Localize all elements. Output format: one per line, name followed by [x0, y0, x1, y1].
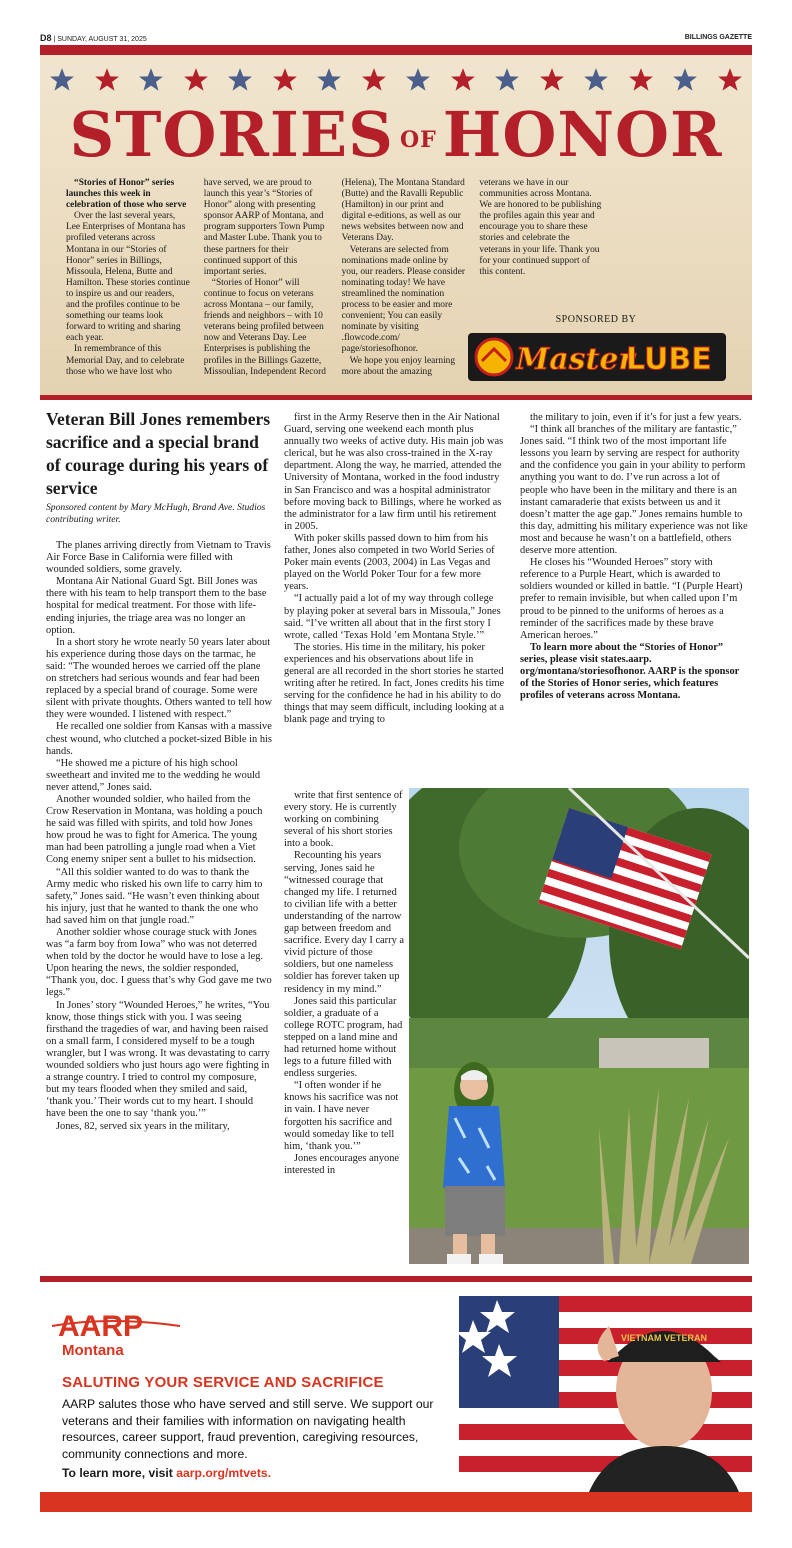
- article-paragraph: write that first sentence of every story. He is currently working on combining several of his short stories into a book.: [284, 790, 403, 850]
- article-column-2-bottom: [284, 790, 406, 1256]
- logo-master: Master: [516, 342, 635, 377]
- article-headline: Veteran Bill Jones remembers sacrifice and a special brand of courage during his years of service: [46, 409, 271, 498]
- star-row: [40, 64, 752, 96]
- aarp-logo: [50, 1308, 210, 1358]
- ad-cta-link[interactable]: aarp.org/mtvets.: [176, 1466, 272, 1480]
- star-icon: [49, 67, 75, 93]
- page-number: D8: [40, 33, 52, 43]
- banner-bottom-rule: [40, 395, 752, 400]
- star-icon: [227, 67, 253, 93]
- article-paragraph: Jones, 82, served six years in the military,: [56, 1120, 230, 1132]
- sponsor-label: SPONSORED BY: [555, 314, 637, 325]
- title-honor: HONOR: [442, 98, 723, 171]
- article-paragraph: Another soldier whose courage stuck with Jones was “a farm boy from Iowa” who was not deterred when told by the doctor he would have to lose a leg. Upon hearing the news, the soldier responded, “Thank you, doc. I guess that’s why God gave me two legs.”: [46, 927, 272, 999]
- veteran-photo: [409, 788, 749, 1264]
- article-paragraph: Another wounded soldier, who hailed from the Crow Reservation in Montana, was holding a pouch he said was filled with spirits, and told how Jones how proud he was to fight for America. The young man had been patrolling a jungle road when a Viet Cong enemy sniper sent a bullet to his midsection.: [46, 793, 263, 866]
- intro-paragraph: Veterans are selected from nominations made online by you, our readers. Please consider nominating today! We have streamlined the nomination process to be easier and more convenient; You can easily nominate by visiting .flowcode.com/ page/storiesofhonor.: [341, 244, 465, 355]
- ad-top-rule: [40, 1276, 752, 1282]
- article-byline: Sponsored content by Mary McHugh, Brand Ave. Studios contributing writer.: [46, 502, 266, 525]
- aarp-wordmark: AARP: [58, 1310, 144, 1343]
- top-rule: [40, 45, 752, 55]
- star-icon: [94, 67, 120, 93]
- intro-paragraph: “Stories of Honor” will continue to focus on veterans across Montana – our family, friends and neighbors – with 10 veterans being profiled between now and Veterans Day. Lee Enterprises is publishing the profiles in the Billings Gazette, Missoulian, Independent Record (Helena), The Montana Standard (Butte) and the Ravalli Republic (Hamilton) in our print and digital e-editions, as well as our news websites between now and Veterans Day.: [203, 178, 465, 377]
- article-paragraph: Jones said this particular soldier, a graduate of a college ROTC program, had stepped on a land mine and had returned home without legs to a future filled with endless surgeries.: [284, 995, 403, 1080]
- article-cta: To learn more about the “Stories of Honor” series, please visit states.aarp. org/montana/storiesofhonor. AARP is the sponsor of the Stories of Honor series, which features profiles of veterans across Montana.: [520, 641, 740, 702]
- aarp-state: Montana: [62, 1342, 124, 1358]
- intro-paragraph: Over the last several years, Lee Enterprises of Montana has profiled veterans across Montana in our “Stories of Honor” series in Billings, Missoula, Helena, Butte and Hamilton. These stories continue to inspire us and our readers, and the profiles continue to be something our teams look forward to writing and sharing each year.: [66, 211, 190, 344]
- star-icon: [272, 67, 298, 93]
- ad-bottom-bar: [40, 1492, 752, 1512]
- intro-paragraph: In remembrance of this Memorial Day, and to celebrate those who we have lost who have served, we are proud to launch this year’s “Stories of Honor” along with presenting sponsor AARP of Montana, and program supporters Town Pump and Master Lube. Thank you to these partners for their continued support of this important series.: [66, 178, 325, 377]
- star-icon: [628, 67, 654, 93]
- article-paragraph: The planes arriving directly from Vietnam to Travis Air Force Base in California were filled with wounded soldiers, some gravely.: [46, 540, 271, 576]
- paper-name: BILLINGS GAZETTE: [684, 34, 752, 41]
- article-paragraph: “He showed me a picture of his high school sweetheart and invited me to the wedding he would never attend,” Jones said.: [46, 757, 261, 793]
- ad-cta-text: To learn more, visit: [62, 1466, 177, 1480]
- article-paragraph: In a short story he wrote nearly 50 years later about his experience during those days on the tarmac, he said: “The wounded heroes we carried off the plane on stretchers had serious wounds and fear had been replaced by a special brand of courage. Some were silent with private thoughts. Others wanted to tell how they were wounded. I listened with respect.”: [46, 636, 272, 721]
- master-lube-logo: [468, 332, 726, 382]
- star-icon: [405, 67, 431, 93]
- folio: D8 | SUNDAY, AUGUST 31, 2025 BILLINGS GAZETTE: [40, 33, 752, 43]
- ad-cta: [62, 1466, 454, 1480]
- star-icon: [672, 67, 698, 93]
- star-icon: [539, 67, 565, 93]
- article-paragraph: the military to join, even if it’s for just a few years.: [530, 412, 742, 423]
- article-paragraph: “All this soldier wanted to do was to thank the Army medic who risked his own life to carry him to safety,” Jones said. “He wasn’t even thinking about his injury, just that he wanted to thank the one who had saved him on that jungle road.”: [46, 866, 263, 926]
- article-paragraph: “I think all branches of the military are fantastic,” Jones said. “I think two of the most important life lessons you learn by serving are respect for authority and the confidence you gain in your ability to perform anything you want to do. I’ve run across a lot of people who have been in the military and there is an instant camaraderie that exists between us and it doesn’t matter the age gap.” Jones remains humble to this day, admitting his military experience was not like most and because he wasn’t on a battlefield, others deserve more attention.: [520, 424, 748, 557]
- star-icon: [361, 67, 387, 93]
- page-title: [40, 100, 752, 170]
- ad-headline: SALUTING YOUR SERVICE AND SACRIFICE: [62, 1374, 384, 1391]
- star-icon: [138, 67, 164, 93]
- article-paragraph: Montana Air National Guard Sgt. Bill Jones was there with his team to help transport them to the base hospital for medical treatment. For those with life-ending injuries, the triage area was no longer an option.: [46, 576, 267, 636]
- ad-body: AARP salutes those who have served and still serve. We support our veterans and their families with information on navigating health resources, career support, fraud prevention, caregiving resources, community connections and more.: [62, 1397, 434, 1461]
- article-paragraph: “I actually paid a lot of my way through college by playing poker at several bars in Missoula,” Jones said. “I’ve written all about that in the first story I wrote, called ‘Texas Hold ’em Montana Style.’”: [284, 593, 501, 641]
- title-of: OF: [399, 127, 437, 153]
- article-paragraph: The stories. His time in the military, his poker experiences and his observations about life in general are all recorded in the short stories he started writing after he retired. In fact, Jones credits his time serving for the confidence he had in his ability to do things that may seem difficult, including looking at a blank page and trying to: [284, 641, 505, 726]
- article-paragraph: Jones encourages anyone interested in: [284, 1152, 400, 1176]
- article-paragraph: With poker skills passed down to him from his father, Jones also competed in two World Series of Poker main events (2003, 2004) in Las Vegas and played on the World Poker Tour for a few more years.: [284, 532, 495, 593]
- star-icon: [494, 67, 520, 93]
- sponsor-block: [466, 314, 726, 384]
- star-icon: [450, 67, 476, 93]
- article-paragraph: In Jones’ story “Wounded Heroes,” he writes, “You know, those things stick with you. I was seeing firsthand the tragedies of war, and having been raised on a small farm, I considered myself to be a tough wrangler, but I was wrong. It was devastating to carry wounded soldiers who just hours ago were fighting in a strange country. I tried to control my composure, but my tears flooded when they smiled and said, ‘thank you.’ Their words cut to my heart. I should have been the one to say ‘thank you.’”: [46, 999, 270, 1120]
- article-paragraph: first in the Army Reserve then in the Air National Guard, serving one weekend each month plus annually two weeks of active duty. His main job was clerical, but he was also cross-trained in the X-ray department. Along the way, he married, attended the University of Montana, worked in the food industry in San Francisco and was a hospital administrator before moving back to Billings, where he worked as the administrator for a law firm until his retirement in 2005.: [284, 412, 504, 532]
- issue-date: SUNDAY, AUGUST 31, 2025: [57, 36, 147, 43]
- article-paragraph: He closes his “Wounded Heroes” story with reference to a Purple Heart, which is awarded to soldiers wounded or killed in battle. “I (Purple Heart) prefer to remain invisible, but when called upon I’m proud to be pinned to the uniforms of heroes as a reminder of the sacrifices made by these brave American heroes.”: [520, 557, 743, 641]
- intro-lead: “Stories of Honor” series launches this week in celebration of those who serve: [66, 178, 187, 211]
- cap-text: VIETNAM VETERAN: [620, 1333, 708, 1343]
- title-stories: STORIES: [69, 98, 394, 171]
- star-icon: [316, 67, 342, 93]
- star-icon: [717, 67, 743, 93]
- article-paragraph: “I often wonder if he knows his sacrifice was not in vain. I have never forgotten his sacrifice and would someday like to tell him, ‘thank you.’”: [284, 1080, 399, 1152]
- intro-paragraph: We hope you enjoy learning more about the amazing veterans we have in our communities across Montana. We are honored to be publishing the profiles again this year and encourage you to share these stories and celebrate the veterans in your life. Thank you for your continued support of this content.: [341, 178, 602, 377]
- article-paragraph: He recalled one soldier from Kansas with a massive chest wound, who clutched a pocket-sized Bible in his hands.: [46, 721, 272, 757]
- star-icon: [183, 67, 209, 93]
- article-column-2-top: [284, 412, 506, 790]
- logo-lube: LUBE: [626, 342, 712, 377]
- star-icon: [583, 67, 609, 93]
- saluting-veteran-photo: [459, 1296, 752, 1492]
- article-paragraph: Recounting his years serving, Jones said he “witnessed courage that changed my life. I returned to civilian life with a better understanding of the narrow gap between freedom and sacrifice. Every day I carry a vivid picture of those soldiers, but one nameless soldier has forever taken up residency in my mind.”: [284, 850, 404, 995]
- article-column-3: [520, 412, 750, 782]
- article-column-1: [46, 540, 272, 1260]
